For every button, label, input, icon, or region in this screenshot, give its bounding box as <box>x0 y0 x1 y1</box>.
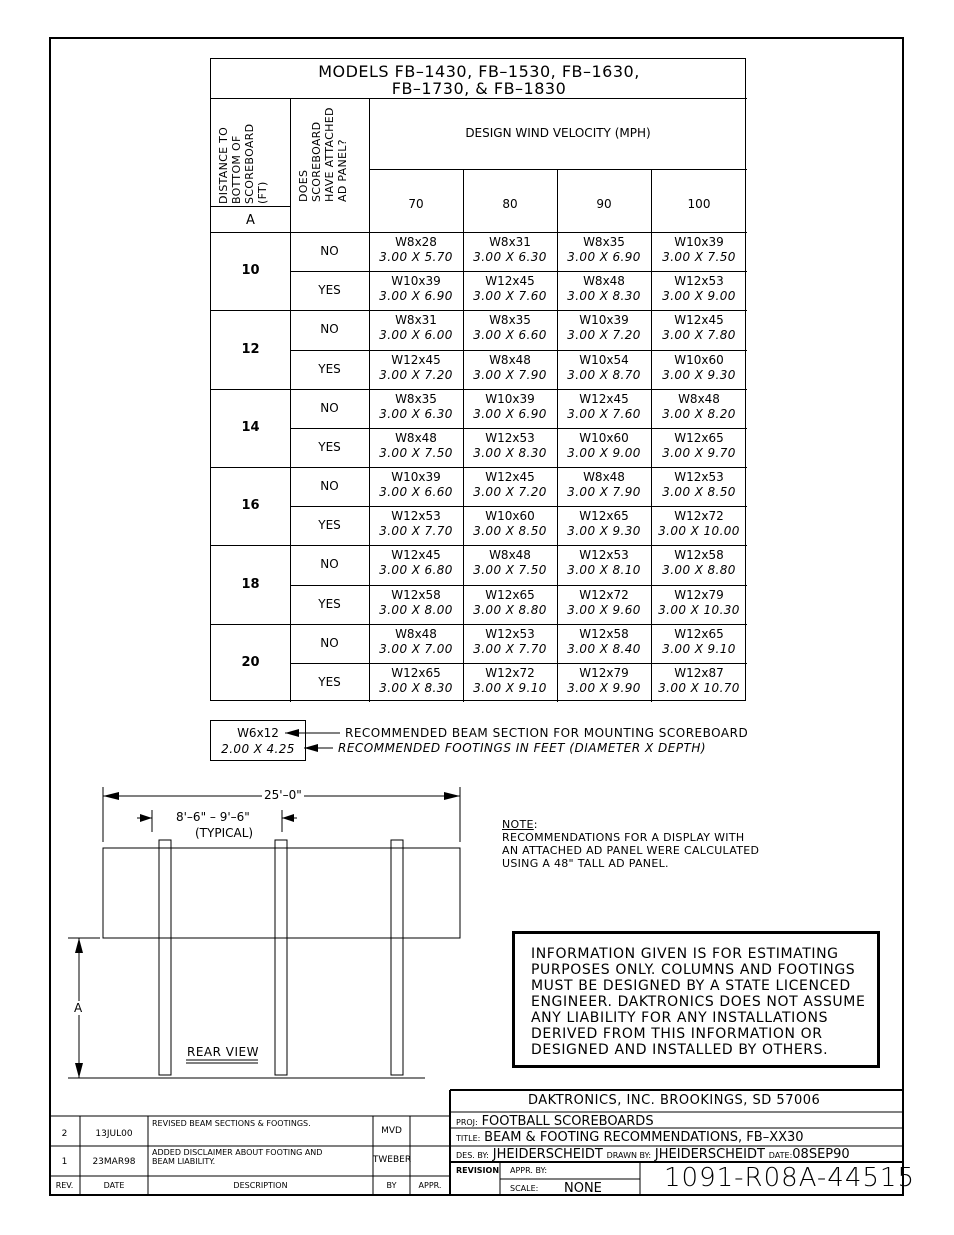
beam-section: W12x53 <box>579 548 629 562</box>
footing-size: 3.00 X 7.20 <box>567 328 641 342</box>
overall-width-dimension: 25'–0" <box>264 788 302 802</box>
note-line: AN ATTACHED AD PANEL WERE CALCULATED <box>502 844 760 857</box>
beam-section: W8x48 <box>678 392 720 406</box>
description-col-header: DESCRIPTION <box>233 1181 288 1190</box>
ad-panel-value: NO <box>320 244 339 258</box>
beam-section: W10x39 <box>485 392 535 406</box>
footing-size: 3.00 X 9.30 <box>567 524 641 538</box>
height-dimension-label: A <box>74 1001 83 1015</box>
footing-size: 3.00 X 9.60 <box>567 603 641 617</box>
drawn-by-label: DRAWN BY: <box>606 1151 652 1160</box>
footing-size: 3.00 X 9.70 <box>662 446 736 460</box>
footing-size: 3.00 X 7.20 <box>473 485 547 499</box>
beam-section: W12x72 <box>579 588 629 602</box>
table-title-line2: FB–1730, & FB–1830 <box>391 79 567 98</box>
post-spacing-dimension: 8'–6" – 9'–6" <box>176 810 250 824</box>
note: NOTE: RECOMMENDATIONS FOR A DISPLAY WITH AN ATTACHED AD PANEL WERE CALCULATED USING A 48" TALL AD PANEL. <box>502 818 760 870</box>
footing-size: 3.00 X 8.80 <box>473 603 547 617</box>
ad-panel-value: NO <box>320 636 339 650</box>
beam-section: W8x48 <box>583 470 625 484</box>
beam-section: W12x58 <box>391 588 441 602</box>
rev-number: 1 <box>61 1157 68 1167</box>
beam-section: W12x65 <box>674 431 724 445</box>
rev-description: ADDED DISCLAIMER ABOUT FOOTING AND BEAM LIABILITY. <box>152 1148 323 1166</box>
designer: JHEIDERSCHEIDT <box>492 1147 603 1162</box>
beam-section: W12x53 <box>674 470 724 484</box>
footing-size: 3.00 X 8.70 <box>567 368 641 382</box>
footing-size: 3.00 X 7.80 <box>662 328 736 342</box>
footing-size: 3.00 X 9.90 <box>567 681 641 695</box>
distance-value: 10 <box>241 263 260 278</box>
ad-panel-value: YES <box>318 283 341 297</box>
rev-col-header: REV. <box>55 1181 74 1190</box>
ad-panel-column-header: DOES SCOREBOARD HAVE ATTACHED AD PANEL? <box>297 107 349 202</box>
footing-size: 3.00 X 8.80 <box>662 563 736 577</box>
post-spacing-typical: (TYPICAL) <box>195 826 254 840</box>
note-line: USING A 48" TALL AD PANEL. <box>502 857 669 870</box>
beam-section: W10x60 <box>674 353 724 367</box>
rev-date: 13JUL00 <box>95 1129 133 1139</box>
ad-panel-value: NO <box>320 401 339 415</box>
footing-size: 3.00 X 7.50 <box>379 446 453 460</box>
footing-size: 3.00 X 8.20 <box>662 407 736 421</box>
beam-section: W12x53 <box>391 509 441 523</box>
approved-by-label: APPR. BY: <box>510 1166 548 1175</box>
legend-beam: W6x12 <box>237 726 279 740</box>
beam-section: W12x53 <box>485 627 535 641</box>
footing-size: 3.00 X 8.30 <box>379 681 453 695</box>
disclaimer-line: DESIGNED AND INSTALLED BY OTHERS. <box>531 1042 829 1058</box>
footing-size: 3.00 X 10.30 <box>658 603 740 617</box>
beam-section: W10x39 <box>391 274 441 288</box>
footing-size: 3.00 X 6.90 <box>379 289 453 303</box>
beam-section: W8x35 <box>395 392 437 406</box>
disclaimer-line: ANY LIABILITY FOR ANY INSTALLATIONS <box>531 1010 829 1026</box>
ad-panel-value: YES <box>318 675 341 689</box>
beam-section: W10x39 <box>674 235 724 249</box>
beam-section: W12x65 <box>579 509 629 523</box>
scale-value: NONE <box>564 1181 602 1196</box>
drawing-number: 1091-R08A-44515 <box>664 1163 916 1193</box>
beam-section: W8x48 <box>395 627 437 641</box>
disclaimer-line: ENGINEER. DAKTRONICS DOES NOT ASSUME <box>531 994 866 1010</box>
wind-speed-header: 90 <box>596 197 612 211</box>
footing-size: 3.00 X 6.80 <box>379 563 453 577</box>
legend-beam-text: RECOMMENDED BEAM SECTION FOR MOUNTING SCOREBOARD <box>345 726 749 740</box>
title-label: TITLE: <box>456 1134 481 1143</box>
footing-size: 3.00 X 9.10 <box>473 681 547 695</box>
footing-size: 3.00 X 10.00 <box>658 524 740 538</box>
wind-speed-header: 80 <box>502 197 518 211</box>
distance-column-header: DISTANCE TO BOTTOM OF SCOREBOARD (FT) <box>217 123 269 204</box>
footing-size: 3.00 X 7.20 <box>379 368 453 382</box>
table-title-line1: MODELS FB–1430, FB–1530, FB–1630, <box>318 62 640 81</box>
beam-section: W12x53 <box>674 274 724 288</box>
footing-size: 3.00 X 9.30 <box>662 368 736 382</box>
distance-value: 20 <box>241 655 260 670</box>
footing-size: 3.00 X 9.00 <box>662 289 736 303</box>
footing-size: 3.00 X 6.30 <box>379 407 453 421</box>
footing-size: 3.00 X 7.00 <box>379 642 453 656</box>
rev-description: REVISED BEAM SECTIONS & FOOTINGS. <box>152 1119 311 1128</box>
beam-section: W12x65 <box>674 627 724 641</box>
disclaimer-line: INFORMATION GIVEN IS FOR ESTIMATING <box>531 946 839 962</box>
beam-section: W12x72 <box>485 666 535 680</box>
beam-section: W12x45 <box>485 274 535 288</box>
beam-section: W12x45 <box>485 470 535 484</box>
footing-size: 3.00 X 9.00 <box>567 446 641 460</box>
project-name: FOOTBALL SCOREBOARDS <box>481 1114 654 1129</box>
date-col-header: DATE <box>103 1181 125 1190</box>
distance-column-letter: A <box>246 213 255 228</box>
ad-panel-value: YES <box>318 440 341 454</box>
wind-speed-header: 100 <box>687 197 711 211</box>
beam-section: W12x45 <box>391 353 441 367</box>
wind-velocity-header: DESIGN WIND VELOCITY (MPH) <box>465 126 651 140</box>
footing-size: 3.00 X 7.50 <box>473 563 547 577</box>
disclaimer-line: DERIVED FROM THIS INFORMATION OR <box>531 1026 823 1042</box>
disclaimer-line: MUST BE DESIGNED BY A STATE LICENCED <box>531 978 851 994</box>
footing-size: 3.00 X 8.30 <box>473 446 547 460</box>
footing-size: 3.00 X 7.70 <box>379 524 453 538</box>
beam-section: W12x79 <box>579 666 629 680</box>
beam-section: W10x60 <box>579 431 629 445</box>
ad-panel-value: YES <box>318 597 341 611</box>
footing-size: 3.00 X 8.50 <box>662 485 736 499</box>
rev-number: 2 <box>61 1129 68 1139</box>
drawing-title: BEAM & FOOTING RECOMMENDATIONS, FB–XX30 <box>484 1130 804 1145</box>
by-col-header: BY <box>386 1181 397 1190</box>
footing-size: 3.00 X 8.00 <box>379 603 453 617</box>
footing-size: 3.00 X 6.60 <box>379 485 453 499</box>
beam-section: W12x87 <box>674 666 724 680</box>
beam-section: W8x48 <box>489 548 531 562</box>
scale-label: SCALE: <box>510 1184 539 1193</box>
footing-size: 3.00 X 8.10 <box>567 563 641 577</box>
beam-section: W8x35 <box>489 313 531 327</box>
appr-col-header: APPR. <box>418 1181 442 1190</box>
beam-section: W8x31 <box>395 313 437 327</box>
drawn-by: JHEIDERSCHEIDT <box>654 1147 765 1162</box>
ad-panel-value: NO <box>320 557 339 571</box>
beam-section: W10x39 <box>391 470 441 484</box>
note-heading: NOTE <box>502 818 534 831</box>
beam-section: W12x58 <box>579 627 629 641</box>
note-line: RECOMMENDATIONS FOR A DISPLAY WITH <box>502 831 745 844</box>
footing-size: 3.00 X 6.60 <box>473 328 547 342</box>
company-name: DAKTRONICS, INC. BROOKINGS, SD 57006 <box>528 1093 821 1108</box>
legend-footing-text: RECOMMENDED FOOTINGS IN FEET (DIAMETER X DEPTH) <box>338 741 707 755</box>
footing-size: 3.00 X 7.90 <box>567 485 641 499</box>
designer-label: DES. BY: <box>456 1151 489 1160</box>
footing-size: 3.00 X 6.90 <box>473 407 547 421</box>
beam-section: W10x54 <box>579 353 629 367</box>
footing-size: 3.00 X 5.70 <box>379 250 453 264</box>
footing-size: 3.00 X 7.50 <box>662 250 736 264</box>
beam-section: W12x72 <box>674 509 724 523</box>
rev-by: TWEBER <box>372 1155 412 1165</box>
distance-value: 16 <box>241 498 260 513</box>
footing-size: 3.00 X 7.60 <box>567 407 641 421</box>
drawing-date: 08SEP90 <box>792 1147 850 1162</box>
footing-size: 3.00 X 8.50 <box>473 524 547 538</box>
footing-size: 3.00 X 8.30 <box>567 289 641 303</box>
footing-size: 3.00 X 6.00 <box>379 328 453 342</box>
proj-label: PROJ: <box>456 1118 478 1127</box>
beam-section: W8x48 <box>489 353 531 367</box>
footing-size: 3.00 X 7.90 <box>473 368 547 382</box>
beam-section: W12x58 <box>674 548 724 562</box>
ad-panel-value: YES <box>318 362 341 376</box>
footing-size: 3.00 X 9.10 <box>662 642 736 656</box>
beam-section: W12x45 <box>391 548 441 562</box>
rev-date: 23MAR98 <box>92 1157 136 1167</box>
footing-size: 3.00 X 7.60 <box>473 289 547 303</box>
distance-value: 18 <box>241 577 260 592</box>
ad-panel-value: NO <box>320 322 339 336</box>
distance-value: 12 <box>241 342 260 357</box>
footing-size: 3.00 X 7.70 <box>473 642 547 656</box>
beam-section: W8x35 <box>583 235 625 249</box>
footing-size: 3.00 X 6.90 <box>567 250 641 264</box>
beam-section: W8x48 <box>583 274 625 288</box>
ad-panel-value: NO <box>320 479 339 493</box>
distance-value: 14 <box>241 420 260 435</box>
beam-section: W12x79 <box>674 588 724 602</box>
beam-section: W12x45 <box>674 313 724 327</box>
ad-panel-value: YES <box>318 518 341 532</box>
beam-section: W12x65 <box>391 666 441 680</box>
revision-label: REVISION <box>456 1166 500 1175</box>
footing-size: 3.00 X 6.30 <box>473 250 547 264</box>
beam-section: W12x53 <box>485 431 535 445</box>
beam-section: W8x48 <box>395 431 437 445</box>
legend-footing: 2.00 X 4.25 <box>221 742 295 756</box>
beam-section: W10x39 <box>579 313 629 327</box>
footing-size: 3.00 X 8.40 <box>567 642 641 656</box>
footing-size: 3.00 X 10.70 <box>658 681 740 695</box>
beam-section: W8x31 <box>489 235 531 249</box>
beam-section: W12x65 <box>485 588 535 602</box>
disclaimer-line: PURPOSES ONLY. COLUMNS AND FOOTINGS <box>531 962 856 978</box>
beam-section: W12x45 <box>579 392 629 406</box>
beam-section: W8x28 <box>395 235 437 249</box>
rear-view-label: REAR VIEW <box>187 1045 259 1059</box>
rev-by: MVD <box>381 1126 402 1136</box>
beam-section: W10x60 <box>485 509 535 523</box>
date-label: DATE: <box>768 1151 793 1160</box>
wind-speed-header: 70 <box>408 197 424 211</box>
